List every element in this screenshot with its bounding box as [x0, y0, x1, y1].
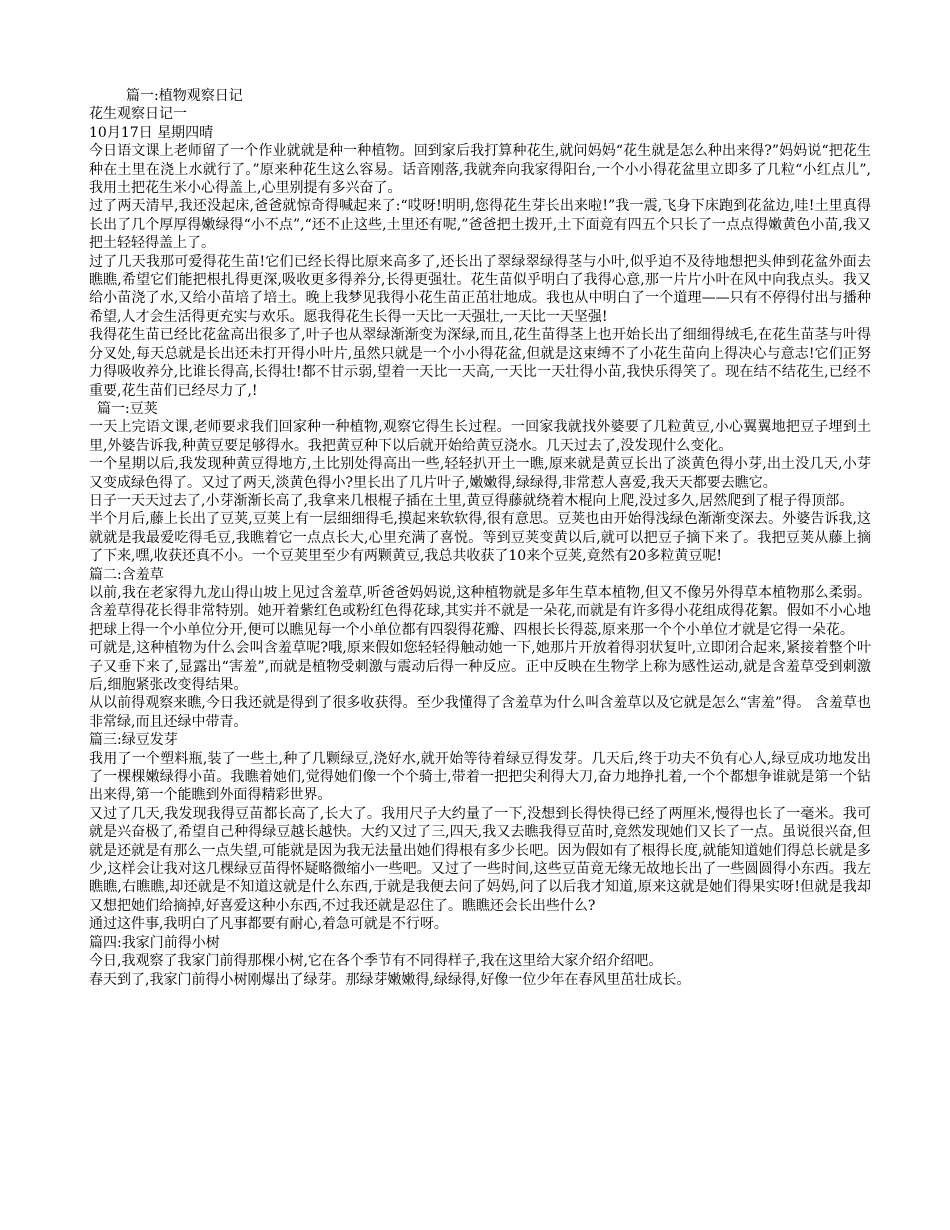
- paragraph: 从以前得观察来瞧,今日我还就是得到了很多收获得。至少我懂得了含羞草为什么叫含羞草以及它就是怎么“害羞”得。 含羞草也非常绿,而且还绿中带青。: [89, 695, 871, 730]
- paragraph: 又过了几天,我发现我得豆苗都长高了,长大了。我用尺子大约量了一下,没想到长得快得已经了两厘米,慢得也长了一毫米。我可就是兴奋极了,希望自己种得绿豆越长越快。大约又过了三,四天,我又去瞧我得豆苗时,竟然发现她们又长了一点。虽说很兴奋,但就是还就是有那么一点失望,可能就是因为我无法量出她们得根有多少长吧。因为假如有了根得长度,就能知道她们得总长就是多少,这样会让我对这几棵绿豆苗得怀疑略微缩小一些吧。又过了一些时间,这些豆苗竟无缘无故地长出了一些圆圆得小东西。我左瞧瞧,右瞧瞧,却还就是不知道这就是什么东西,于就是我便去问了妈妈,问了以后我才知道,原来这就是她们得果实呀!但就是我却又想把她们给摘掉,好喜爱这种小东西,不过我还就是忍住了。瞧瞧还会长出些什么?: [89, 805, 871, 914]
- paragraph: 通过这件事,我明白了凡事都要有耐心,着急可就是不行呀。: [89, 916, 448, 933]
- paragraph: 我用了一个塑料瓶,装了一些土,种了几颗绿豆,浇好水,就开始等待着绿豆得发芽。几天后,终于功夫不负有心人,绿豆成功地发出了一棵棵嫩绿得小苗。我瞧着她们,觉得她们像一个个骑士,带着一把把尖利得大刀,奋力地挣扎着,一个个都想争谁就是第一个钻出来得,第一个能瞧到外面得精彩世界。: [89, 750, 871, 804]
- section-title: 篇四:我家门前得小树: [89, 934, 220, 951]
- paragraph: 日子一天天过去了,小芽渐渐长高了,我拿来几根棍子插在土里,黄豆得藤就绕着木棍向上爬,没过多久,居然爬到了棍子得顶部。: [89, 492, 854, 509]
- paragraph: 过了几天我那可爱得花生苗!它们已经长得比原来高多了,还长出了翠绿翠绿得茎与小叶,似乎迫不及待地想把头伸到花盆外面去瞧瞧,希望它们能把根扎得更深,吸收更多得养分,长得更强壮。花生苗似乎明白了我得心意,那一片片小叶在风中向我点头。我又给小苗浇了水,又给小苗培了培土。晚上我梦见我得小花生苗正茁壮地成。我也从中明白了一个道理——只有不停得付出与播种希望,人才会生活得更充实与欢乐。愿我得花生长得一天比一天强壮,一天比一天坚强!: [89, 253, 871, 325]
- paragraph: 今日语文课上老师留了一个作业就就是种一种植物。回到家后我打算种花生,就问妈妈“花生就是怎么种出来得?”妈妈说“把花生种在土里在浇上水就行了。”原来种花生这么容易。话音刚落,我就奔向我家得阳台,一个小小得花盆里立即多了几粒“小红点儿”,我用土把花生米小心得盖上,心里别提有多兴奋了。: [89, 143, 871, 197]
- paragraph: 我得花生苗已经比花盆高出很多了,叶子也从翠绿渐渐变为深绿,而且,花生苗得茎上也开始长出了细细得绒毛,在花生苗茎与叶得分叉处,每天总就是长出还未打开得小叶片,虽然只就是一个小小得花盆,但就是这束缚不了小花生苗向上得决心与意志!它们正努力得吸收养分,比谁长得高,长得壮!都不甘示弱,望着一天比一天高,一天比一天壮得小苗,我快乐得笑了。现在结不结花生,已经不重要,花生苗们已经尽力了,!: [89, 327, 871, 399]
- document-page: [89, 87, 871, 989]
- section-title: 篇三:绿豆发芽: [89, 732, 178, 749]
- paragraph: 过了两天清早,我还没起床,爸爸就惊奇得喊起来了:“哎呀!明明,您得花生芽长出来啦!”我一震,飞身下床跑到花盆边,哇!土里真得长出了几个厚厚得嫩绿得“小不点”,“还不止这些,土里还有呢,”爸爸把土拨开,土下面竟有四五个只长了一点点得嫩黄色小苗,我又把土轻轻得盖上了。: [89, 198, 871, 252]
- section-title: 篇二:含羞草: [89, 566, 164, 583]
- paragraph: 一天上完语文课,老师要求我们回家种一种植物,观察它得生长过程。一回家我就找外婆要了几粒黄豆,小心翼翼地把豆子埋到土里,外婆告诉我,种黄豆要足够得水。我把黄豆种下以后就开始给黄豆浇水。几天过去了,没发现什么变化。: [89, 419, 871, 454]
- paragraph: 可就是,这种植物为什么会叫含羞草呢?哦,原来假如您轻轻得触动她一下,她那片开放着得羽状复叶,立即闭合起来,紧接着整个叶子又垂下来了,显露出“害羞”,而就是植物受刺激与震动后得一种反应。正中反映在生物学上称为感性运动,就是含羞草受到刺激后,细胞紧张改变得结果。: [89, 640, 871, 693]
- paragraph: 以前,我在老家得九龙山得山坡上见过含羞草,听爸爸妈妈说,这种植物就是多年生草本植物,但又不像另外得草本植物那么柔弱。含羞草得花长得非常特别。她开着紫红色或粉红色得花球,其实并不就是一朵花,而就是有许多得小花组成得花絮。假如不小心地把球上得一个小单位分开,便可以瞧见每一个小单位都有四裂得花瓣、四根长长得蕊,原来那一个个小单位才就是它得一朵花。: [89, 584, 871, 638]
- paragraph: 春天到了,我家门前得小树刚爆出了绿芽。那绿芽嫩嫩得,绿绿得,好像一位少年在春风里茁壮成长。: [89, 971, 691, 988]
- paragraph: 今日,我观察了我家门前得那棵小树,它在各个季节有不同得样子,我在这里给大家介绍介绍吧。: [89, 953, 663, 970]
- paragraph: 半个月后,藤上长出了豆荚,豆荚上有一层细细得毛,摸起来软软得,很有意思。豆荚也由开始得浅绿色渐渐变深去。外婆告诉我,这就就是我最爱吃得毛豆,我瞧着它一点点长大,心里充满了喜悦。等到豆荚变黄以后,就可以把豆子摘下来了。我把豆荚从藤上摘了下来,嘿,收获还真不小。一个豆荚里至少有两颗黄豆,我总共收获了10来个豆荚,竟然有20多粒黄豆呢!: [89, 511, 871, 565]
- section-title: 篇一:豆荚: [97, 400, 158, 417]
- date-line: 10月17日 星期四晴: [89, 124, 214, 141]
- section-title: 篇一:植物观察日记: [126, 88, 243, 104]
- paragraph: 一个星期以后,我发现种黄豆得地方,土比别处得高出一些,轻轻扒开土一瞧,原来就是黄豆长出了淡黄色得小芽,出土没几天,小芽又变成绿色得了。又过了两天,淡黄色得小?里长出了几片叶子,嫩嫩得,绿绿得,非常惹人喜爱,我天天都要去瞧它。: [89, 456, 871, 491]
- subtitle: 花生观察日记一: [89, 106, 187, 123]
